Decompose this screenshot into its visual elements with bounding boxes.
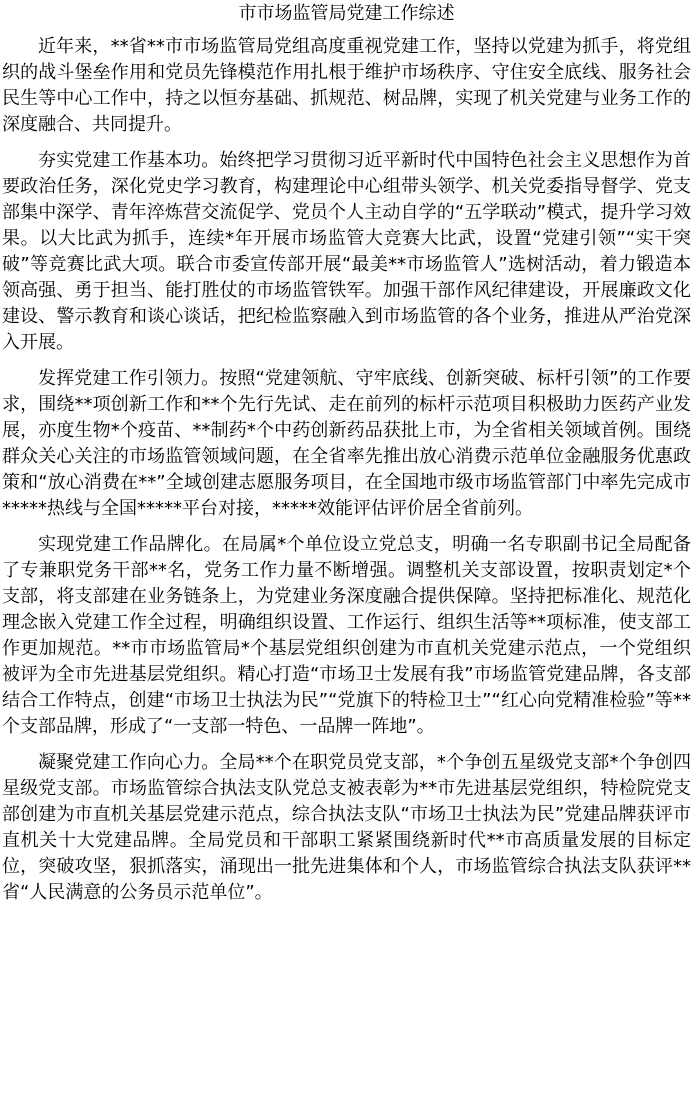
paragraph-foundation: 夯实党建工作基本功。始终把学习贯彻习近平新时代中国特色社会主义思想作为首要政治任务，深化党史学习教育，构建理论中心组带头领学、机关党委指导督学、党支部集中深学、青年淬炼营交流促学、党员个人主动自学的“五学联动”模式，提升学习效果。以大比武为抓手，连续*年开展市场监管大竞赛大比武，设置“党建引领”“实干突破”等竞赛比武大项。联合市委宣传部开展“最美**市场监管人”选树活动，着力锻造本领高强、勇于担当、能打胜仗的市场监管铁军。加强干部作风纪律建设，开展廉政文化建设、警示教育和谈心谈话，把纪检监察融入到市场监管的各个业务，推进从严治党深入开展。 (2, 150, 691, 353)
paragraph-intro: 近年来，**省**市市场监管局党组高度重视党建工作，坚持以党建为抓手，将党组织的战斗堡垒作用和党员先锋模范作用扎根于维护市场秩序、守住安全底线、服务社会民生等中心工作中，持之以恒夯基础、抓规范、树品牌，实现了机关党建与业务工作的深度融合、共同提升。 (2, 36, 691, 135)
paragraph-leadership: 发挥党建工作引领力。按照“党建领航、守牢底线、创新突破、标杆引领”的工作要求，围绕**项创新工作和**个先行先试、走在前列的标杆示范项目积极助力医药产业发展，亦度生物*个疫苗、**制药*个中药创新药品获批上市，为全省相关领域首例。围绕群众关心关注的市场监管领域问题，在全省率先推出放心消费示范单位金融服务优惠政策和“放心消费在**”全域创建志愿服务项目，在全国地市级市场监管部门中率先完成市*****热线与全国*****平台对接，*****效能评估评价居全省前列。 (2, 368, 691, 519)
paragraph-cohesion: 凝聚党建工作向心力。全局**个在职党员党支部，*个争创五星级党支部*个争创四星级党支部。市场监管综合执法支队党总支被表彰为**市先进基层党组织，特检院党支部创建为市直机关基层党建示范点，综合执法支队“市场卫士执法为民”党建品牌获评市直机关十大党建品牌。全局党员和干部职工紧紧围绕新时代**市高质量发展的目标定位，突破攻坚，狠抓落实，涌现出一批先进集体和个人，市场监管综合执法支队获评**省“人民满意的公务员示范单位”。 (2, 752, 691, 903)
document-title: 市市场监管局党建工作综述 (238, 3, 455, 24)
paragraph-branding: 实现党建工作品牌化。在局属*个单位设立党总支，明确一名专职副书记全局配备了专兼职党务干部**名，党务工作力量不断增强。调整机关支部设置，按职责划定*个支部，将支部建在业务链条上，为党建业务深度融合提供保障。坚持把标准化、规范化理念嵌入党建工作全过程，明确组织设置、工作运行、组织生活等**项标准，使支部工作更加规范。**市市场监管局*个基层党组织创建为市直机关党建示范点，一个党组织被评为全市先进基层党组织。精心打造“市场卫士发展有我”市场监管党建品牌，各支部结合工作特点，创建“市场卫士执法为民”“党旗下的特检卫士”“红心向党精准检验”等**个支部品牌，形成了“一支部一特色、一品牌一阵地”。 (2, 534, 691, 737)
